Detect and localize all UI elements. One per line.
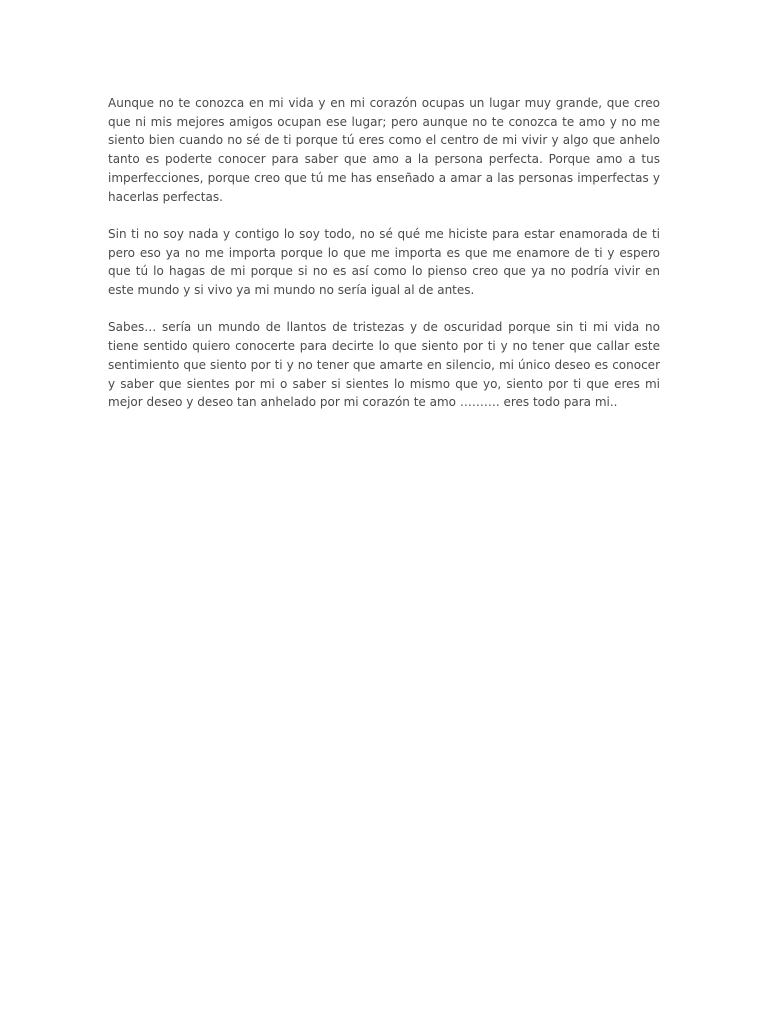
document-body (108, 94, 660, 431)
paragraph-1: Aunque no te conozca en mi vida y en mi corazón ocupas un lugar muy grande, que creo que ni mis mejores amigos ocupan ese lugar; pero aunque no te conozca te amo y no me siento bien cuando no sé de ti porque tú eres como el centro de mi vivir y algo que anhelo tanto es poderte conocer para saber que amo a la persona perfecta. Porque amo a tus imperfecciones, porque creo que tú me has enseñado a amar a las personas imperfectas y hacerlas perfectas. (108, 96, 660, 204)
paragraph-3: Sabes… sería un mundo de llantos de tristezas y de oscuridad porque sin ti mi vida no tiene sentido quiero conocerte para decirte lo que siento por ti y no tener que callar este sentimiento que siento por ti y no tener que amarte en silencio, mi único deseo es conocer y saber que sientes por mi o saber si sientes lo mismo que yo, siento por ti que eres mi mejor deseo y deseo tan anhelado por mi corazón te amo ………. eres todo para mi.. (108, 320, 660, 410)
paragraph-2: Sin ti no soy nada y contigo lo soy todo, no sé qué me hiciste para estar enamorada de ti pero eso ya no me importa porque lo que me importa es que me enamore de ti y espero que tú lo hagas de mi porque si no es así como lo pienso creo que ya no podría vivir en este mundo y si vivo ya mi mundo no sería igual al de antes. (108, 226, 660, 298)
